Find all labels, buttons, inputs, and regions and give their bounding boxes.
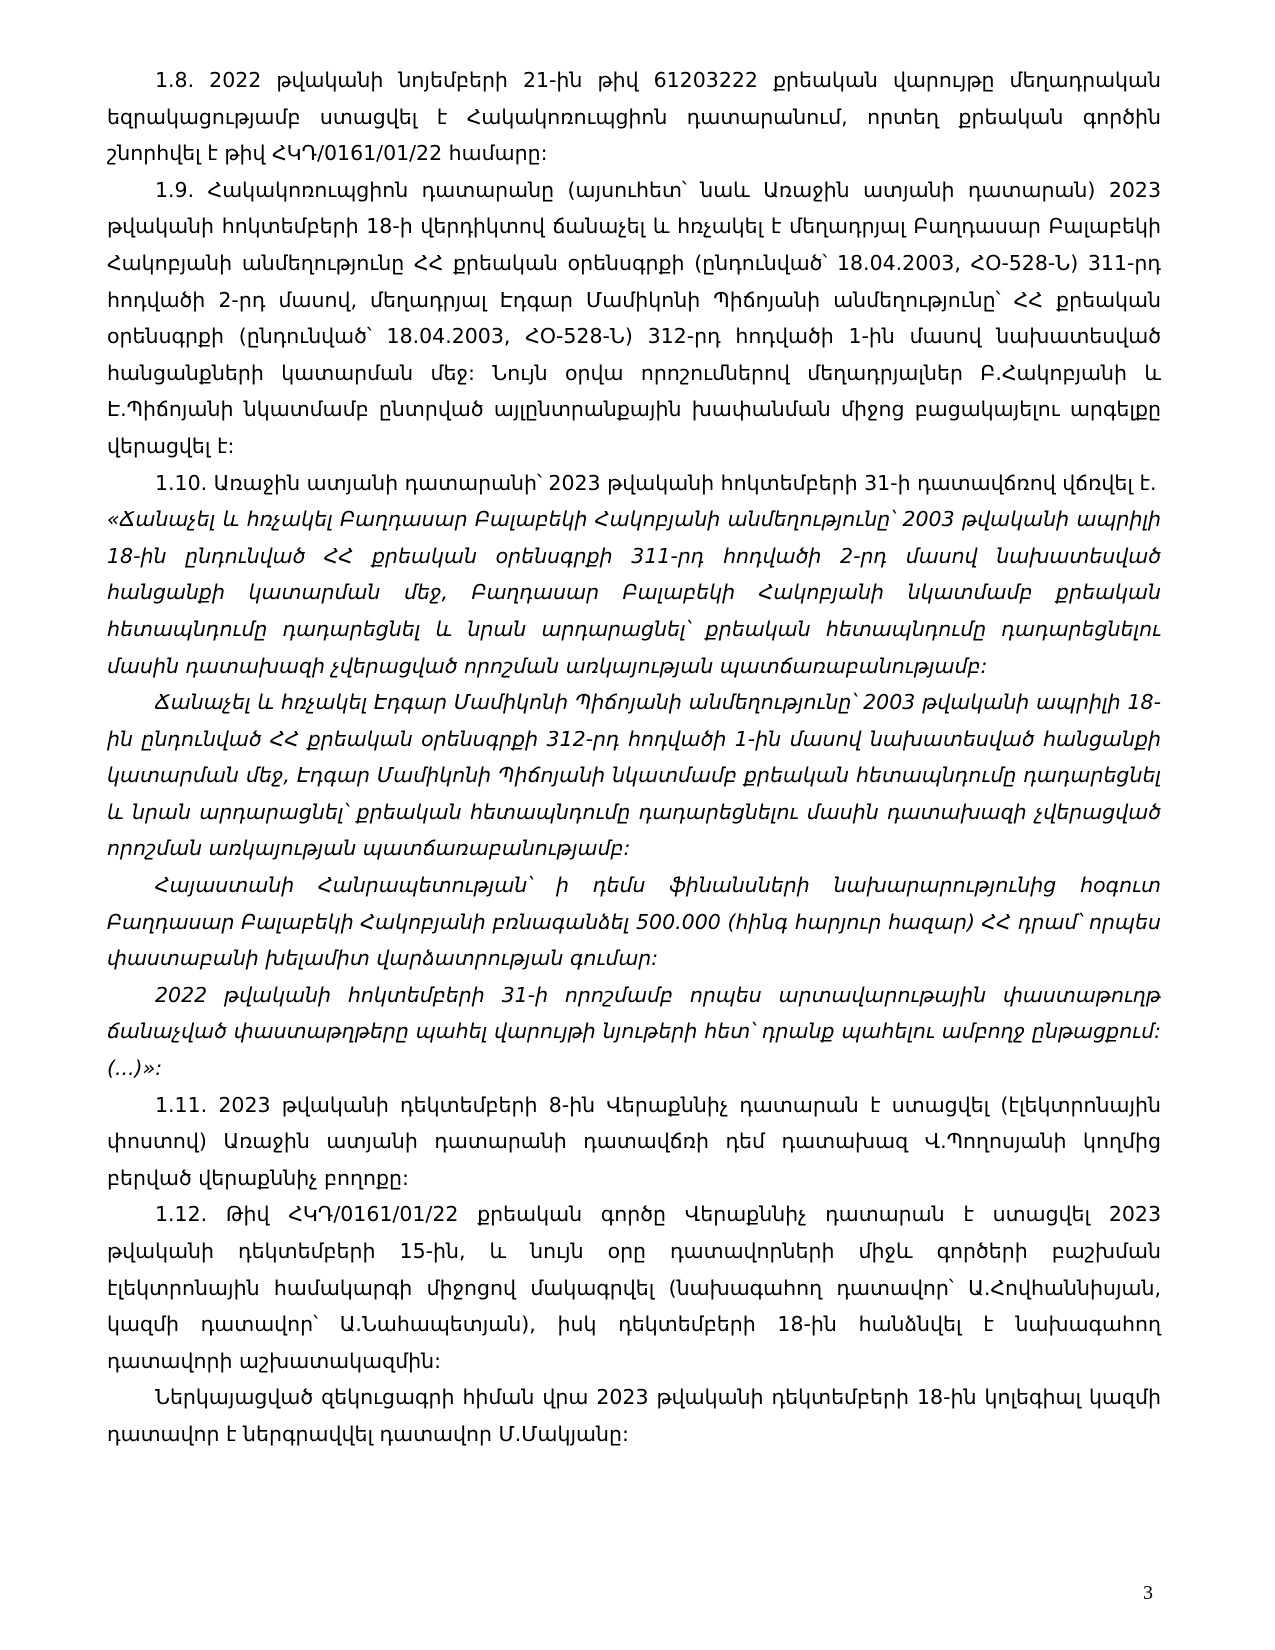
paragraph-1-12: 1.12. Թիվ ՀԿԴ/0161/01/22 քրեական գործը Վերաքննիչ դատարան է ստացվել 2023 թվականի դեկտեմբերի 15-ին, և նույն օրը դատավորների միջև գործերի բաշխման էլեկտրոնային համակարգի միջոցով մակագրվել (նախագահող դատավոր՝ Ա.Հովհաննիսյան, կազմի դատավոր՝ Ա.Նահապետյան), իսկ դեկտեմբերի 18-ին հանձնվել է նախագահող դատավորի աշխատակազմին: (107, 1202, 1161, 1373)
paragraph-1-8: 1.8. 2022 թվականի նոյեմբերի 21-ին թիվ 61203222 քրեական վարույթը մեղադրական եզրակացությամբ ստացվել է Հակակոռուպցիոն դատարանում, որտեղ քրեական գործին շնորհվել է թիվ ՀԿԴ/0161/01/22 համարը: (107, 68, 1161, 166)
paragraph-1-11: 1.11. 2023 թվականի դեկտեմբերի 8-ին Վերաքննիչ դատարան է ստացվել (էլեկտրոնային փոստով) Առաջին ատյանի դատարանի դատավճռի դեմ դատախազ Վ.Պողոսյանի կողմից բերված վերաքննիչ բողոքը: (107, 1092, 1161, 1190)
verdict-quote-compensation: Հայաստանի Հանրապետության՝ ի դեմս ֆինանսների նախարարությունից հօգուտ Բաղդասար Բալաբեկի Հակոբյանի բռնագանձել 500.000 (հինգ հարյուր հազար) ՀՀ դրամ՝ որպես փաստաբանի խելամիտ վարձատրության գումար: (107, 873, 1161, 971)
paragraph-1-10: 1.10. Առաջին ատյանի դատարանի՝ 2023 թվականի հոկտեմբերի 31-ի դատավճռով վճռվել է. (155, 470, 1157, 495)
verdict-quote-evidence: 2022 թվականի հոկտեմբերի 31-ի որոշմամբ որպես արտավարութային փաստաթուղթ ճանաչված փաստաթղթերը պահել վարույթի նյութերի հետ՝ դրանք պահելու ամբողջ ընթացքում: (...)»: (107, 982, 1161, 1081)
verdict-quote-pichoyan: Ճանաչել և հռչակել Էդգար Մամիկոնի Պիճոյանի անմեղությունը՝ 2003 թվականի ապրիլի 18-ին ընդունված ՀՀ քրեական օրենսգրքի 312-րդ հոդվածի 1-ին մասով նախատեսված հանցանքի կատարման մեջ, Էդգար Մամիկոնի Պիճոյանի նկատմամբ քրեական հետապնդումը դադարեցնել և նրան արդարացնել՝ քրեական հետապնդումը դադարեցնելու մասին դատախազի չվերացված որոշման առկայության պատճառաբանությամբ: (107, 690, 1161, 861)
page-number: 3 (1143, 1582, 1153, 1604)
verdict-quote-hakobyan: «Ճանաչել և հռչակել Բաղդասար Բալաբեկի Հակոբյանի անմեղությունը՝ 2003 թվականի ապրիլի 18-ին ընդունված ՀՀ քրեական օրենսգրքի 311-րդ հոդվածի 2-րդ մասով նախատեսված հանցանքի կատարման մեջ, Բաղդասար Բալաբեկի Հակոբյանի նկատմամբ քրեական հետապնդումը դադարեցնել և նրան արդարացնել՝ քրեական հետապնդումը դադարեցնելու մասին դատախազի չվերացված որոշման առկայության պատճառաբանությամբ: (107, 507, 1161, 678)
document-body (107, 62, 1161, 1453)
paragraph-1-12-judge-assignment: Ներկայացված զեկուցագրի հիման վրա 2023 թվականի դեկտեմբերի 18-ին կոլեգիալ կազմի դատավոր է ներգրավվել դատավոր Մ.Մակյանը: (107, 1385, 1161, 1446)
paragraph-1-9: 1.9. Հակակոռուպցիոն դատարանը (այսուհետ՝ նաև Առաջին ատյանի դատարան) 2023 թվականի հոկտեմբերի 18-ի վերդիկտով ճանաչել և հռչակել է մեղադրյալ Բաղդասար Բալաբեկի Հակոբյանի անմեղությունը ՀՀ քրեական օրենսգրքի (ընդունված՝ 18.04.2003, ՀՕ-528-Ն) 311-րդ հոդվածի 2-րդ մասով, մեղադրյալ Էդգար Մամիկոնի Պիճոյանի անմեղությունը՝ ՀՀ քրեական օրենսգրքի (ընդունված՝ 18.04.2003, ՀՕ-528-Ն) 312-րդ հոդվածի 1-ին մասով նախատեսված հանցանքների կատարման մեջ: Նույն օրվա որոշումներով մեղադրյալներ Բ.Հակոբյանի և Է.Պիճոյանի նկատմամբ ընտրված այլընտրանքային խափանման միջոց բացակայելու արգելքը վերացվել է: (107, 177, 1161, 458)
